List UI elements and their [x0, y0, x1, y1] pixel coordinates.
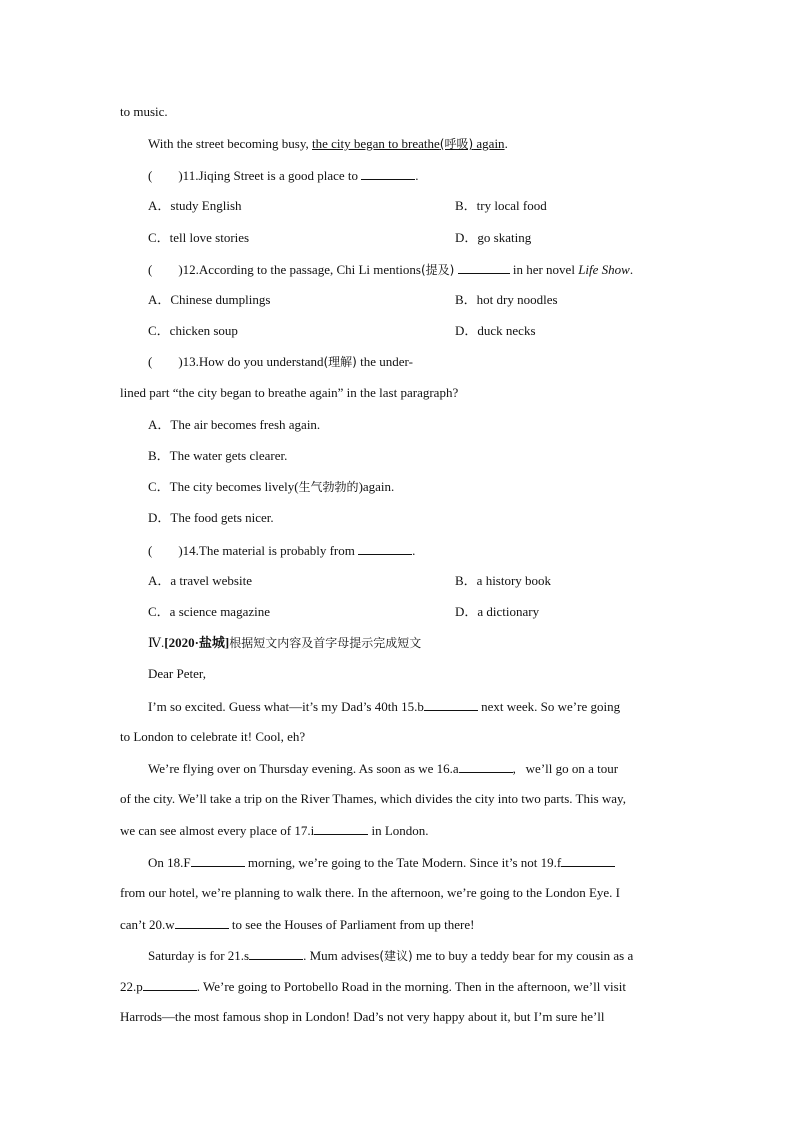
underlined-cn: (呼吸) — [439, 137, 474, 151]
option-text: The food gets nicer. — [170, 510, 274, 525]
paragraph-end-text: to music. — [120, 104, 168, 119]
option-d — [148, 509, 274, 527]
option-letter: A． — [148, 198, 171, 213]
question-12 — [148, 260, 633, 279]
text: . We’re going to Portobello Road in the morning. Then in the afternoon, we’ll visit — [196, 979, 626, 994]
text: , we’ll go on a tour — [512, 761, 619, 776]
option-b — [455, 197, 547, 215]
option-text: duck necks — [477, 323, 536, 338]
letter-line — [120, 790, 626, 808]
option-text: go skating — [477, 230, 532, 245]
option-c — [148, 603, 270, 621]
last-paragraph-line — [148, 135, 508, 153]
option-d — [455, 229, 531, 247]
answer-blank-21[interactable] — [249, 946, 303, 960]
option-text: a science magazine — [169, 604, 270, 619]
option-text: The air becomes fresh again. — [170, 417, 321, 432]
text: we can see almost every place of 17.i — [120, 823, 315, 838]
option-text: hot dry noodles — [476, 292, 558, 307]
option-letter: B． — [455, 292, 477, 307]
option-text: try local food — [476, 198, 547, 213]
letter-line — [148, 946, 633, 965]
letter-greeting — [148, 665, 206, 683]
underlined-phrase — [312, 136, 505, 151]
answer-blank-15[interactable] — [424, 697, 478, 711]
letter-line — [148, 697, 620, 716]
answer-blank-22[interactable] — [143, 977, 197, 991]
option-c — [148, 322, 238, 340]
letter-line — [120, 821, 429, 840]
option-letter: C． — [148, 230, 170, 245]
answer-blank-20[interactable] — [175, 915, 229, 929]
option-text: a dictionary — [477, 604, 540, 619]
answer-paren[interactable]: ( ) — [148, 262, 183, 277]
option-a — [148, 291, 270, 309]
letter-line — [120, 977, 626, 996]
text: 22.p — [120, 979, 143, 994]
answer-paren[interactable]: ( ) — [148, 354, 183, 369]
option-letter: A． — [148, 417, 171, 432]
text: morning, we’re going to the Tate Modern. Since it’s not 19.f — [244, 855, 562, 870]
question-cn: (理解) — [323, 355, 357, 369]
option-letter: D． — [148, 510, 171, 525]
answer-blank-18[interactable] — [191, 853, 245, 867]
question-13-line2 — [120, 384, 458, 402]
question-text-cont: the under- — [356, 354, 413, 369]
option-text: a history book — [476, 573, 552, 588]
text: from our hotel, we’re planning to walk there. In the afternoon, we’re going to the London Eye. I — [120, 885, 620, 900]
option-letter: C． — [148, 479, 170, 494]
option-text: chicken soup — [169, 323, 238, 338]
option-c — [148, 229, 249, 247]
question-end: . — [415, 168, 419, 183]
text-cn: (建议) — [379, 949, 413, 963]
letter-line — [148, 853, 615, 872]
answer-paren[interactable]: ( ) — [148, 168, 183, 183]
question-text-line2: lined part “the city began to breathe again” in the last paragraph? — [120, 385, 459, 400]
paragraph-end — [120, 103, 168, 121]
option-text-end: )again. — [358, 479, 395, 494]
answer-blank-19[interactable] — [561, 853, 615, 867]
option-text: The city becomes lively( — [169, 479, 299, 494]
text: I’m so excited. Guess what—it’s my Dad’s 40th 15.b — [148, 699, 424, 714]
text: of the city. We’ll take a trip on the River Thames, which divides the city into two parts. This way, — [120, 791, 626, 806]
question-14 — [148, 541, 415, 560]
option-a — [148, 572, 252, 590]
letter-line — [120, 728, 305, 746]
greeting-text: Dear Peter, — [148, 666, 206, 681]
text: next week. So we’re going — [477, 699, 621, 714]
section-heading — [148, 634, 421, 652]
option-c — [148, 478, 394, 496]
option-a — [148, 197, 242, 215]
last-para-prefix: With the street becoming busy, — [148, 136, 312, 151]
text: Saturday is for 21.s — [148, 948, 250, 963]
option-text: Chinese dumplings — [170, 292, 271, 307]
answer-blank[interactable] — [358, 541, 412, 555]
novel-title: Life Show — [578, 262, 630, 277]
text: to London to celebrate it! Cool, eh? — [120, 729, 306, 744]
letter-line — [120, 884, 620, 902]
option-d — [455, 603, 539, 621]
question-cn: (提及) — [420, 263, 455, 277]
question-text: 11.Jiqing Street is a good place to — [182, 168, 362, 183]
answer-blank[interactable] — [458, 260, 510, 274]
text: to see the Houses of Parliament from up there! — [228, 917, 475, 932]
underlined-text: the city began to breathe — [312, 136, 440, 151]
option-text: The water gets clearer. — [169, 448, 288, 463]
answer-paren[interactable]: ( ) — [148, 543, 183, 558]
option-text: a travel website — [170, 573, 252, 588]
question-end: . — [412, 543, 416, 558]
question-11 — [148, 166, 419, 185]
option-letter: B． — [455, 198, 477, 213]
option-cn: 生气勃勃的 — [298, 480, 359, 494]
option-letter: C． — [148, 604, 170, 619]
text: On 18.F — [148, 855, 191, 870]
option-b — [455, 572, 551, 590]
option-letter: A． — [148, 292, 171, 307]
option-letter: D． — [455, 230, 478, 245]
text: Harrods—the most famous shop in London! Dad’s not very happy about it, but I’m sure he’ll — [120, 1009, 605, 1024]
option-b — [455, 291, 558, 309]
option-letter: C． — [148, 323, 170, 338]
section-instruction: 根据短文内容及首字母提示完成短文 — [229, 636, 422, 650]
letter-line — [148, 759, 618, 778]
text: We’re flying over on Thursday evening. As soon as we 16.a — [148, 761, 459, 776]
question-text: 12.According to the passage, Chi Li mentions — [182, 262, 421, 277]
last-para-suffix: . — [504, 136, 508, 151]
text: me to buy a teddy bear for my cousin as a — [412, 948, 634, 963]
letter-line — [120, 1008, 605, 1026]
answer-blank[interactable] — [361, 166, 415, 180]
answer-blank-16[interactable] — [459, 759, 513, 773]
option-text: study English — [170, 198, 242, 213]
text: in London. — [368, 823, 429, 838]
letter-line — [120, 915, 475, 934]
option-letter: D． — [455, 323, 478, 338]
question-text: 14.The material is probably from — [182, 543, 359, 558]
answer-blank-17[interactable] — [314, 821, 368, 835]
option-letter: B． — [148, 448, 170, 463]
underlined-end: again — [473, 136, 505, 151]
text: . Mum advises — [303, 948, 380, 963]
question-13 — [148, 353, 413, 371]
option-a — [148, 416, 320, 434]
section-source: [2020·盐城] — [164, 635, 230, 650]
option-text: tell love stories — [169, 230, 250, 245]
option-letter: D． — [455, 604, 478, 619]
option-d — [455, 322, 536, 340]
section-number: Ⅳ. — [148, 635, 165, 650]
text: can’t 20.w — [120, 917, 175, 932]
option-b — [148, 447, 287, 465]
question-end: . — [629, 262, 634, 277]
option-letter: A． — [148, 573, 171, 588]
question-after: in her novel — [509, 262, 579, 277]
question-text: 13.How do you understand — [182, 354, 324, 369]
option-letter: B． — [455, 573, 477, 588]
